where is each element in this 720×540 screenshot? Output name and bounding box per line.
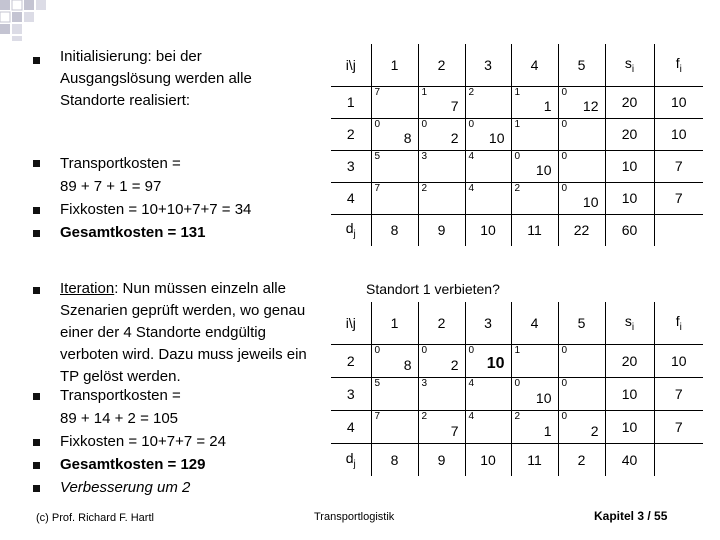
cost-cell (418, 150, 465, 182)
cost-cell (511, 86, 558, 118)
cost-cell (465, 86, 511, 118)
cost-cell (371, 377, 418, 410)
unit-cost: 1 (514, 118, 521, 130)
fixcost-value: 10 (654, 118, 703, 150)
shipment-value: 10 (582, 193, 599, 210)
supply-value: 10 (605, 377, 654, 410)
unit-cost: 4 (468, 377, 475, 389)
shipment-value: 2 (450, 356, 459, 373)
table-row (331, 86, 703, 118)
row-label: 3 (331, 377, 371, 410)
unit-cost: 3 (421, 150, 428, 162)
corner-header: i\j (331, 44, 371, 86)
demand-label (331, 214, 371, 246)
bullet-verbesserung: Verbesserung um 2 (60, 479, 191, 496)
cost-cell (511, 344, 558, 377)
unit-cost: 0 (561, 182, 568, 194)
unit-cost: 2 (514, 182, 521, 194)
shipment-value: 7 (450, 422, 459, 439)
cost-cell (371, 410, 418, 443)
unit-cost: 2 (514, 410, 521, 422)
unit-cost: 7 (374, 410, 381, 422)
unit-cost: 0 (561, 118, 568, 130)
bullet-transportkosten-1: Transportkosten = (60, 155, 181, 172)
fixcost-value: 7 (654, 150, 703, 182)
cost-cell (465, 118, 511, 150)
table-row (331, 344, 703, 377)
column-header: 3 (465, 302, 511, 344)
bullet-fixkosten-1: Fixkosten = 10+10+7+7 = 34 (60, 201, 252, 218)
column-header: 1 (371, 302, 418, 344)
fixcost-value: 10 (654, 344, 703, 377)
bullet-marker (33, 287, 40, 294)
bullet-gesamtkosten-2: Gesamtkosten = 129 (60, 456, 206, 473)
transport-table-initial (331, 44, 703, 246)
fixcost-header: $f_i$ (654, 44, 703, 86)
unit-cost: 0 (561, 410, 568, 422)
cost-cell (465, 410, 511, 443)
unit-cost: 0 (468, 344, 475, 356)
shipment-value: 12 (582, 97, 599, 114)
cost-cell (371, 118, 418, 150)
demand-subscript: j (353, 458, 356, 470)
table-row (331, 150, 703, 182)
unit-cost: 7 (374, 86, 381, 98)
bullet-gesamtkosten-1: Gesamtkosten = 131 (60, 224, 206, 241)
supply-header: $s_i$ (605, 302, 654, 344)
empty-cell (654, 443, 703, 476)
unit-cost: 1 (514, 86, 521, 98)
unit-cost: 0 (421, 118, 428, 130)
shipment-value: 1 (543, 97, 552, 114)
cost-cell (418, 182, 465, 214)
bullet-marker (33, 160, 40, 167)
demand-value: 11 (511, 443, 558, 476)
cost-cell (558, 150, 605, 182)
unit-cost: 1 (514, 344, 521, 356)
fixcost-value: 10 (654, 86, 703, 118)
unit-cost: 0 (374, 344, 381, 356)
demand-symbol: d (345, 220, 354, 237)
supply-value: 10 (605, 150, 654, 182)
footer-subject: Transportlogistik (314, 511, 395, 523)
total-value: 60 (605, 214, 654, 246)
corner-header: i\j (331, 302, 371, 344)
cost-cell (465, 182, 511, 214)
fixcost-value: 7 (654, 410, 703, 443)
unit-cost: 0 (514, 150, 521, 162)
supply-value: 20 (605, 86, 654, 118)
unit-cost: 0 (374, 118, 381, 130)
demand-symbol: d (345, 449, 354, 466)
bullet-marker (33, 230, 40, 237)
supply-value: 20 (605, 118, 654, 150)
iteration-text: : Nun müssen einzeln alle Szenarien geprüft werden, wo genau einer der 4 Standorte endgültig verboten wird. Dazu muss jeweils ein TP gelöst werden. (60, 280, 307, 385)
cost-cell (465, 150, 511, 182)
unit-cost: 7 (374, 182, 381, 194)
table-row (331, 182, 703, 214)
table-row (331, 118, 703, 150)
supply-header: $s_i$ (605, 44, 654, 86)
row-label: 1 (331, 86, 371, 118)
demand-value: 9 (418, 443, 465, 476)
unit-cost: 5 (374, 377, 381, 389)
bullet-marker (33, 57, 40, 64)
table-caption: Standort 1 verbieten? (366, 281, 500, 297)
bullet-marker (33, 207, 40, 214)
shipment-value: 8 (403, 356, 412, 373)
footer-author: (c) Prof. Richard F. Hartl (36, 512, 154, 524)
row-label: 2 (331, 118, 371, 150)
bullet-marker (33, 462, 40, 469)
demand-value: 9 (418, 214, 465, 246)
bullet-transportkosten-2: Transportkosten = (60, 387, 181, 404)
column-header: 2 (418, 44, 465, 86)
shipment-value: 10 (486, 354, 505, 372)
column-header: 5 (558, 302, 605, 344)
shipment-value: 10 (535, 389, 552, 406)
supply-value: 10 (605, 182, 654, 214)
cost-cell (558, 377, 605, 410)
table-row (331, 377, 703, 410)
cost-cell (371, 150, 418, 182)
bullet-marker (33, 485, 40, 492)
cost-cell (558, 344, 605, 377)
bullet-fixkosten-2: Fixkosten = 10+7+7 = 24 (60, 433, 226, 450)
unit-cost: 2 (421, 410, 428, 422)
demand-subscript: j (353, 229, 356, 241)
iteration-label: Iteration (60, 280, 115, 297)
transportkosten-2-sum: 89 + 14 + 2 = 105 (60, 410, 179, 427)
cost-cell (418, 344, 465, 377)
row-label: 4 (331, 410, 371, 443)
demand-row (331, 214, 703, 246)
cost-cell (465, 344, 511, 377)
cost-cell (418, 410, 465, 443)
demand-value: 10 (465, 214, 511, 246)
column-header: 4 (511, 44, 558, 86)
unit-cost: 4 (468, 182, 475, 194)
cost-cell (558, 86, 605, 118)
cost-cell (558, 410, 605, 443)
empty-cell (654, 214, 703, 246)
footer-page-number: Kapitel 3 / 55 (594, 509, 668, 523)
fixcost-header: $f_i$ (654, 302, 703, 344)
unit-cost: 0 (561, 86, 568, 98)
shipment-value: 10 (535, 161, 552, 178)
unit-cost: 0 (468, 118, 475, 130)
shipment-value: 8 (403, 129, 412, 146)
column-header: 2 (418, 302, 465, 344)
demand-value: 8 (371, 214, 418, 246)
cost-cell (558, 182, 605, 214)
row-label: 3 (331, 150, 371, 182)
unit-cost: 2 (421, 182, 428, 194)
column-header: 3 (465, 44, 511, 86)
cost-cell (418, 118, 465, 150)
unit-cost: 0 (561, 150, 568, 162)
demand-value: 2 (558, 443, 605, 476)
cost-cell (371, 86, 418, 118)
corner-decoration (0, 0, 60, 42)
unit-cost: 4 (468, 150, 475, 162)
unit-cost: 4 (468, 410, 475, 422)
cost-cell (511, 410, 558, 443)
transportkosten-1-sum: 89 + 7 + 1 = 97 (60, 178, 162, 195)
shipment-value: 2 (450, 129, 459, 146)
total-value: 40 (605, 443, 654, 476)
supply-value: 20 (605, 344, 654, 377)
bullet-initialisierung: Initialisierung: bei der Ausgangslösung werden alle Standorte realisiert: (60, 48, 252, 109)
fixcost-value: 7 (654, 182, 703, 214)
cost-cell (558, 118, 605, 150)
demand-value: 11 (511, 214, 558, 246)
cost-cell (418, 377, 465, 410)
column-header: 5 (558, 44, 605, 86)
demand-label (331, 443, 371, 476)
transport-table-without-1 (331, 302, 703, 476)
row-label: 4 (331, 182, 371, 214)
demand-value: 8 (371, 443, 418, 476)
cost-cell (465, 377, 511, 410)
unit-cost: 3 (421, 377, 428, 389)
fixcost-value: 7 (654, 377, 703, 410)
shipment-value: 10 (488, 129, 505, 146)
cost-cell (371, 182, 418, 214)
unit-cost: 0 (561, 344, 568, 356)
shipment-value: 7 (450, 97, 459, 114)
cost-cell (511, 118, 558, 150)
shipment-value: 2 (590, 422, 599, 439)
bullet-marker (33, 393, 40, 400)
unit-cost: 1 (421, 86, 428, 98)
unit-cost: 0 (514, 377, 521, 389)
cost-cell (511, 150, 558, 182)
bullet-iteration (60, 278, 328, 388)
unit-cost: 2 (468, 86, 475, 98)
demand-row (331, 443, 703, 476)
bullet-marker (33, 439, 40, 446)
cost-cell (511, 182, 558, 214)
demand-value: 10 (465, 443, 511, 476)
demand-value: 22 (558, 214, 605, 246)
unit-cost: 5 (374, 150, 381, 162)
unit-cost: 0 (561, 377, 568, 389)
table-row (331, 410, 703, 443)
supply-value: 10 (605, 410, 654, 443)
unit-cost: 0 (421, 344, 428, 356)
shipment-value: 1 (543, 422, 552, 439)
cost-cell (371, 344, 418, 377)
column-header: 4 (511, 302, 558, 344)
row-label: 2 (331, 344, 371, 377)
column-header: 1 (371, 44, 418, 86)
cost-cell (511, 377, 558, 410)
cost-cell (418, 86, 465, 118)
